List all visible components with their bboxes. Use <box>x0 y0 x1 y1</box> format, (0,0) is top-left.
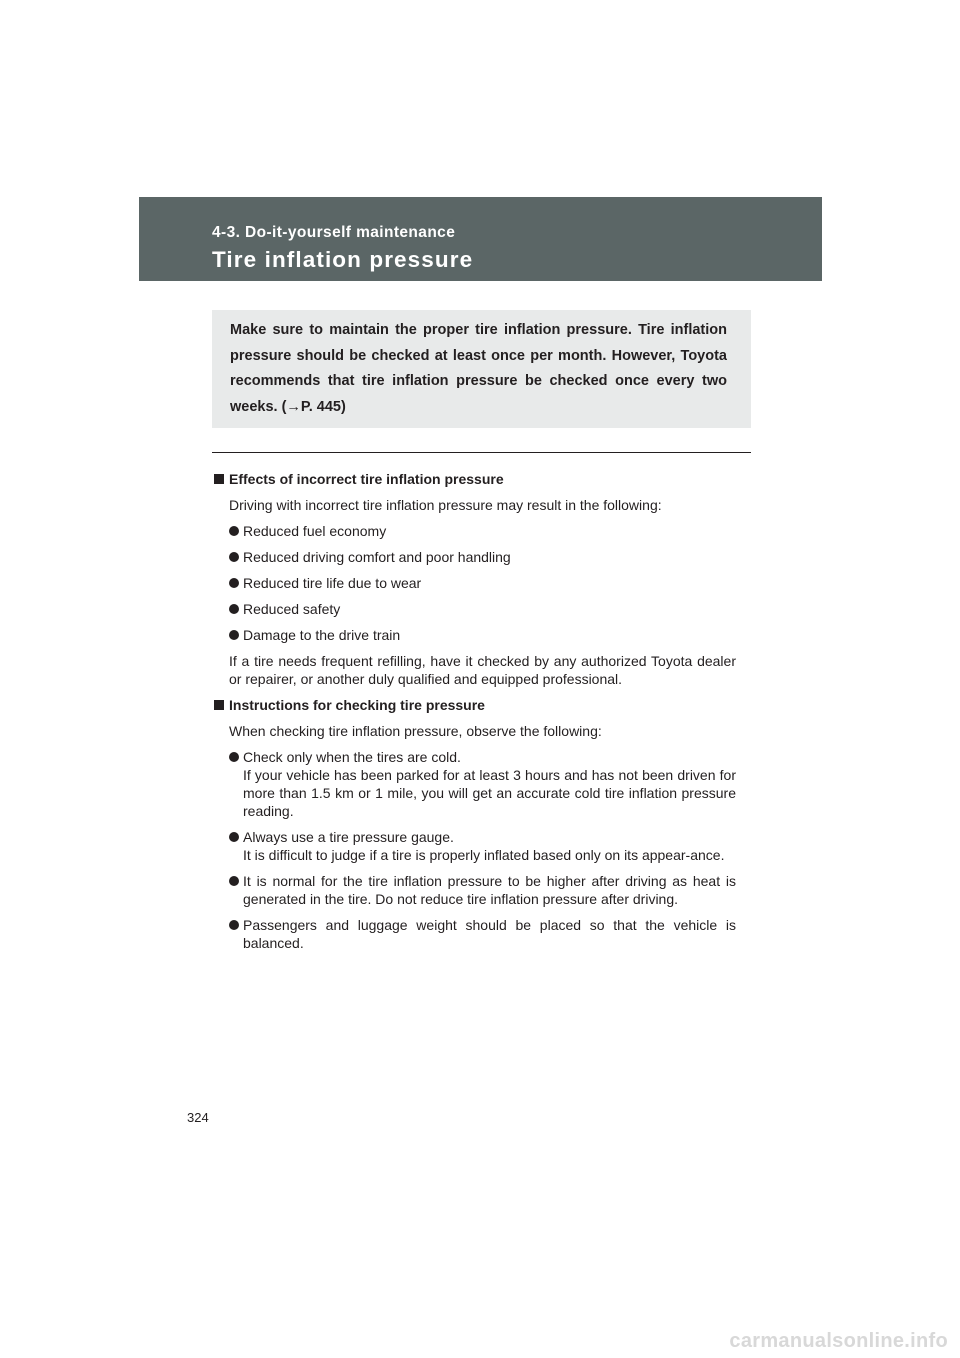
section-lead: Driving with incorrect tire inflation pressure may result in the following: <box>229 497 662 513</box>
chapter-header <box>139 197 822 281</box>
intro-text: Make sure to maintain the proper tire inflation pressure. Tire inflation pressure should be checked at least once per month. However, Toyota recommends that tire inflation pressure be checked once every two weeks. (→P. 445) <box>230 322 727 415</box>
list-item <box>214 600 736 618</box>
section-heading-text: Effects of incorrect tire inflation pressure <box>229 471 504 487</box>
page-title: Tire inflation pressure <box>212 247 474 272</box>
section-label: 4-3. Do-it-yourself maintenance <box>212 224 456 241</box>
list-item <box>214 522 736 540</box>
section-lead: When checking tire inflation pressure, observe the following: <box>229 723 602 739</box>
list-item-detail: It is difficult to judge if a tire is properly inflated based only on its appear-ance. <box>243 847 725 863</box>
section-heading-text: Instructions for checking tire pressure <box>229 697 485 713</box>
list-item <box>214 574 736 592</box>
list-item <box>214 626 736 644</box>
round-bullet-icon <box>229 630 239 640</box>
list-item-title: Check only when the tires are cold. <box>243 749 461 765</box>
list-item-text: Reduced fuel economy <box>243 523 387 539</box>
round-bullet-icon <box>229 578 239 588</box>
page-number: 324 <box>187 1110 209 1125</box>
section-heading <box>214 470 736 488</box>
list-item-text: Damage to the drive train <box>243 627 401 643</box>
list-item-text: Passengers and luggage weight should be placed so that the vehicle is balanced. <box>243 917 736 951</box>
list-item <box>214 916 736 952</box>
list-item-detail: If your vehicle has been parked for at least 3 hours and has not been driven for more than 1.5 km or 1 mile, you will get an accurate cold tire inflation pressure reading. <box>243 767 736 819</box>
list-item <box>214 828 736 864</box>
list-item-title: Always use a tire pressure gauge. <box>243 829 454 845</box>
round-bullet-icon <box>229 604 239 614</box>
list-item <box>214 548 736 566</box>
content <box>214 470 736 960</box>
list-item-text: Reduced driving comfort and poor handling <box>243 549 511 565</box>
square-bullet-icon <box>214 474 224 484</box>
round-bullet-icon <box>229 832 239 842</box>
watermark: carmanualsonline.info <box>729 1330 948 1352</box>
intro-box <box>212 310 751 428</box>
section-note: If a tire needs frequent refilling, have it checked by any authorized Toyota dealer or repairer, or another duly qualified and equipped professional. <box>229 653 736 687</box>
round-bullet-icon <box>229 876 239 886</box>
list-item-text: It is normal for the tire inflation pressure to be higher after driving as heat is generated in the tire. Do not reduce tire inflation pressure after driving. <box>243 873 736 907</box>
round-bullet-icon <box>229 552 239 562</box>
round-bullet-icon <box>229 920 239 930</box>
section-heading <box>214 696 736 714</box>
list-item-text: Reduced tire life due to wear <box>243 575 422 591</box>
list-item <box>214 872 736 908</box>
list-item-text: Reduced safety <box>243 601 341 617</box>
divider <box>212 452 751 453</box>
round-bullet-icon <box>229 752 239 762</box>
square-bullet-icon <box>214 700 224 710</box>
list-item <box>214 748 736 820</box>
round-bullet-icon <box>229 526 239 536</box>
